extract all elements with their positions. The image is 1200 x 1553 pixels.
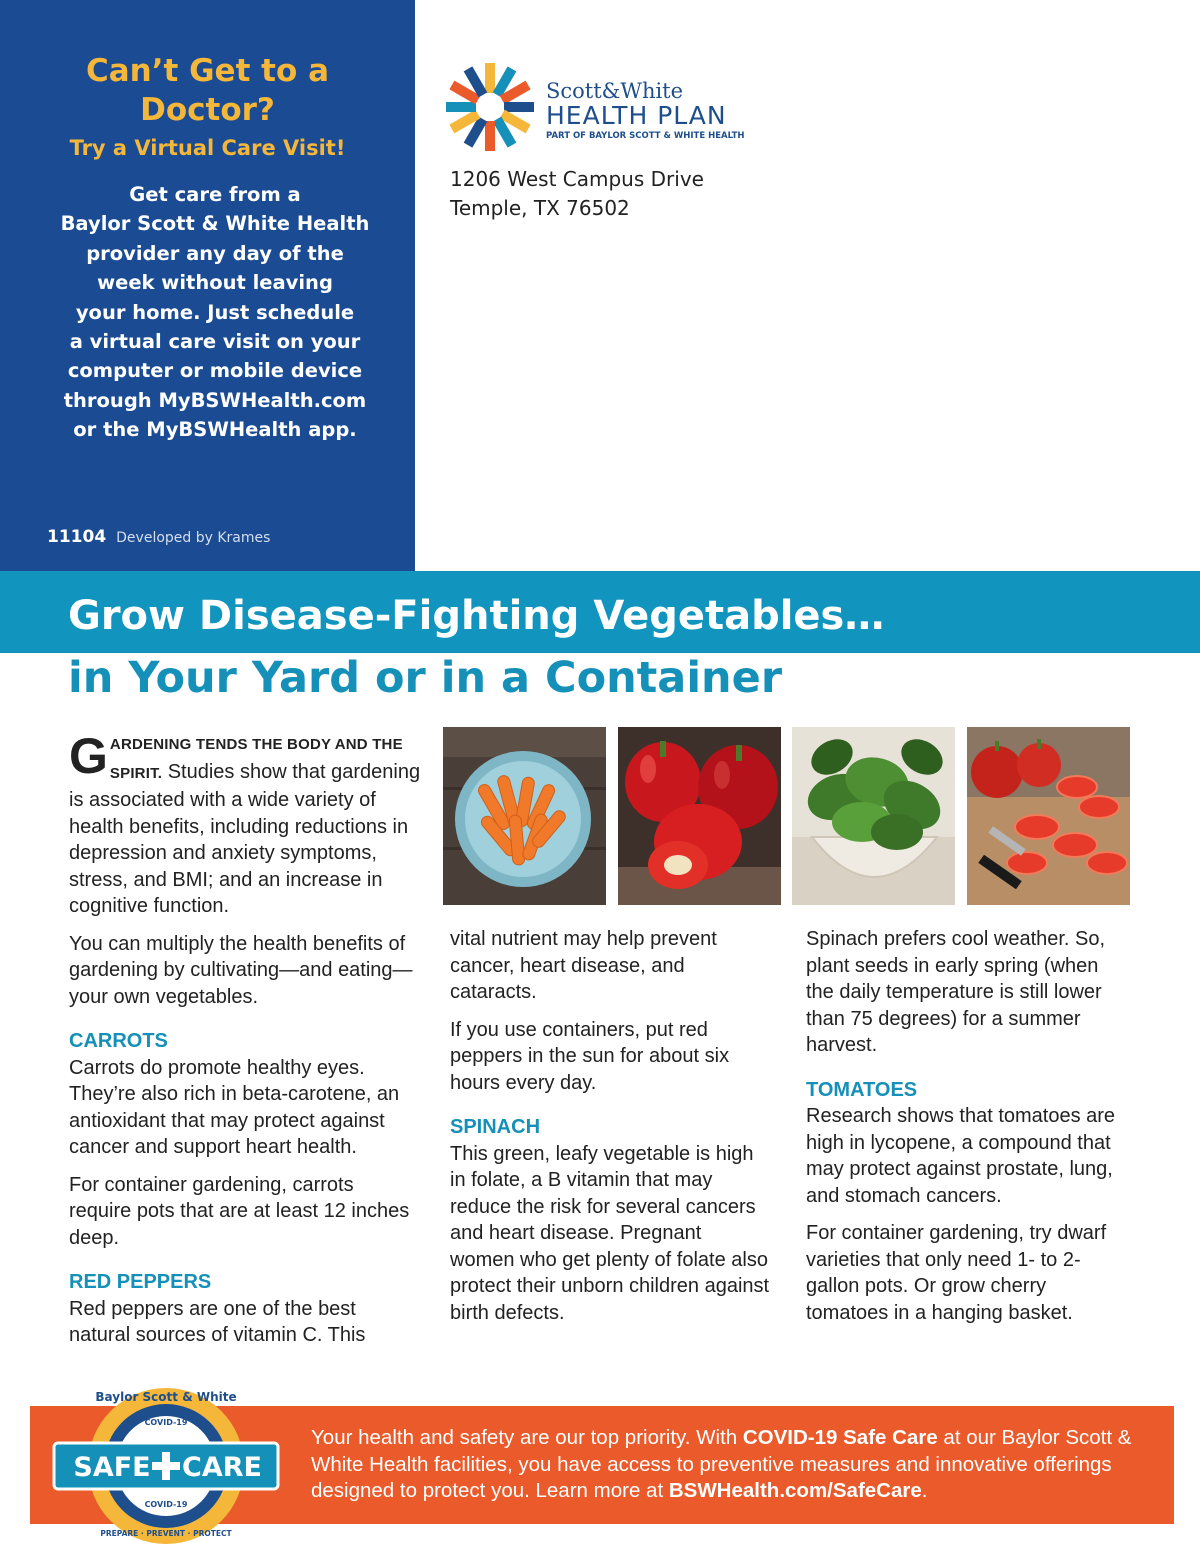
safe-care-text: [311, 1425, 1161, 1505]
article-column-2: [450, 926, 770, 1337]
logo-script: Scott&White: [546, 79, 684, 103]
carrots-heading: CARROTS: [69, 1030, 168, 1052]
tomatoes-photo: [967, 727, 1130, 905]
promo-title: [0, 52, 415, 130]
developed-by: Developed by Krames: [116, 530, 271, 546]
promo-title-line2: Doctor?: [140, 92, 275, 128]
badge-covid-bottom: COVID-19: [144, 1500, 188, 1509]
red-peppers-photo: [618, 727, 781, 905]
logo-wordmark: HEALTH PLAN: [546, 101, 727, 130]
article-column-3: [806, 926, 1126, 1337]
tomatoes-heading: TOMATOES: [806, 1078, 918, 1101]
badge-care: CARE: [182, 1452, 262, 1483]
mailing-address: [450, 165, 704, 223]
spinach-photo: [792, 727, 955, 905]
logo-tagline: PART OF BAYLOR SCOTT & WHITE HEALTH: [546, 131, 745, 141]
safe-care-name: COVID-19 Safe Care: [742, 1426, 938, 1449]
promo-body-line: or the MyBSWHealth app.: [73, 418, 357, 442]
banner-text-part: Your health and safety are our top priority. With: [311, 1426, 743, 1449]
lead-caps: ARDENING TENDS THE BODY AND THE SPIRIT.: [109, 736, 403, 782]
badge-covid-top: COVID-19: [144, 1418, 188, 1427]
badge-top-text: Baylor Scott & White: [95, 1390, 237, 1404]
lead-paragraph: [69, 730, 421, 920]
carrots-paragraph-2: For container gardening, carrots require pots that are at least 12 inches deep.: [69, 1173, 410, 1249]
headline-subtitle: in Your Yard or in a Container: [68, 653, 783, 703]
badge-bottom-text: PREPARE · PREVENT · PROTECT: [100, 1529, 232, 1538]
address-line1: 1206 West Campus Drive: [450, 167, 704, 191]
promo-body-line: provider any day of the: [86, 241, 344, 265]
safe-care-link[interactable]: BSWHealth.com/SafeCare: [668, 1479, 922, 1502]
promo-body-line: a virtual care visit on your: [69, 330, 361, 354]
promo-subtitle: Try a Virtual Care Visit!: [69, 136, 346, 160]
banner-text-part: at our Baylor Scott & White Health facilities, you have access to preventive measures and innovative offerings designed to protect you. Learn more at: [311, 1426, 1132, 1502]
virtual-care-promo: [0, 0, 415, 571]
promo-body-line: week without leaving: [97, 271, 333, 295]
intro-paragraph: You can multiply the health benefits of gardening by cultivating—and eating—your own vegetables.: [69, 932, 413, 1008]
promo-body-line: Get care from a: [129, 183, 301, 206]
starburst-logo-icon: [445, 62, 535, 152]
banner-text-part: .: [921, 1479, 928, 1502]
carrots-paragraph-1: Carrots do promote healthy eyes. They’re also rich in beta-carotene, an antioxidant that may protect against cancer and support heart health.: [69, 1056, 400, 1158]
drop-cap: G: [69, 728, 108, 784]
badge-safe: SAFE: [73, 1452, 151, 1483]
tomatoes-paragraph-2: For container gardening, try dwarf varieties that only need 1- to 2-gallon pots. Or grow cherry tomatoes in a hanging basket.: [806, 1222, 1107, 1324]
promo-body-line: through MyBSWHealth.com: [63, 388, 367, 412]
promo-body: [50, 180, 380, 445]
promo-body-line: your home. Just schedule: [75, 300, 355, 324]
carrots-photo: [443, 727, 606, 905]
red-peppers-heading: RED PEPPERS: [69, 1271, 212, 1293]
lead-text: Studies show that gardening is associated with a wide variety of health benefits, including reductions in depression and anxiety symptoms, stress, and BMI; and an increase in cognitive function.: [69, 760, 421, 917]
red-peppers-paragraph-2: If you use containers, put red peppers in the sun for about six hours every day.: [450, 1018, 730, 1094]
promo-footer: [47, 527, 270, 547]
safe-care-badge-icon: [46, 1385, 286, 1547]
headline-title: Grow Disease-Fighting Vegetables…: [68, 593, 885, 639]
spinach-paragraph-1: This green, leafy vegetable is high in folate, a B vitamin that may reduce the risk for several cancers and heart disease. Pregnant women who get plenty of folate also protect their unborn children against birth defects.: [450, 1142, 770, 1324]
red-peppers-paragraph-1a: Red peppers are one of the best natural sources of vitamin C. This: [69, 1297, 366, 1346]
spinach-paragraph-2: Spinach prefers cool weather. So, plant seeds in early spring (when the daily temperature is still lower than 75 degrees) for a summer harvest.: [806, 928, 1106, 1056]
red-peppers-paragraph-1b: vital nutrient may help prevent cancer, heart disease, and cataracts.: [450, 928, 717, 1003]
document-code: 11104: [47, 527, 107, 547]
promo-body-line: computer or mobile device: [67, 359, 363, 383]
promo-body-line: Baylor Scott & White Health: [60, 212, 370, 236]
spinach-heading: SPINACH: [450, 1116, 541, 1138]
address-line2: Temple, TX 76502: [450, 196, 630, 220]
tomatoes-paragraph-1: Research shows that tomatoes are high in lycopene, a compound that may protect against prostate, lung, and stomach cancers.: [806, 1105, 1116, 1207]
promo-title-line1: Can’t Get to a: [85, 53, 330, 89]
article-column-1: [69, 730, 421, 1360]
